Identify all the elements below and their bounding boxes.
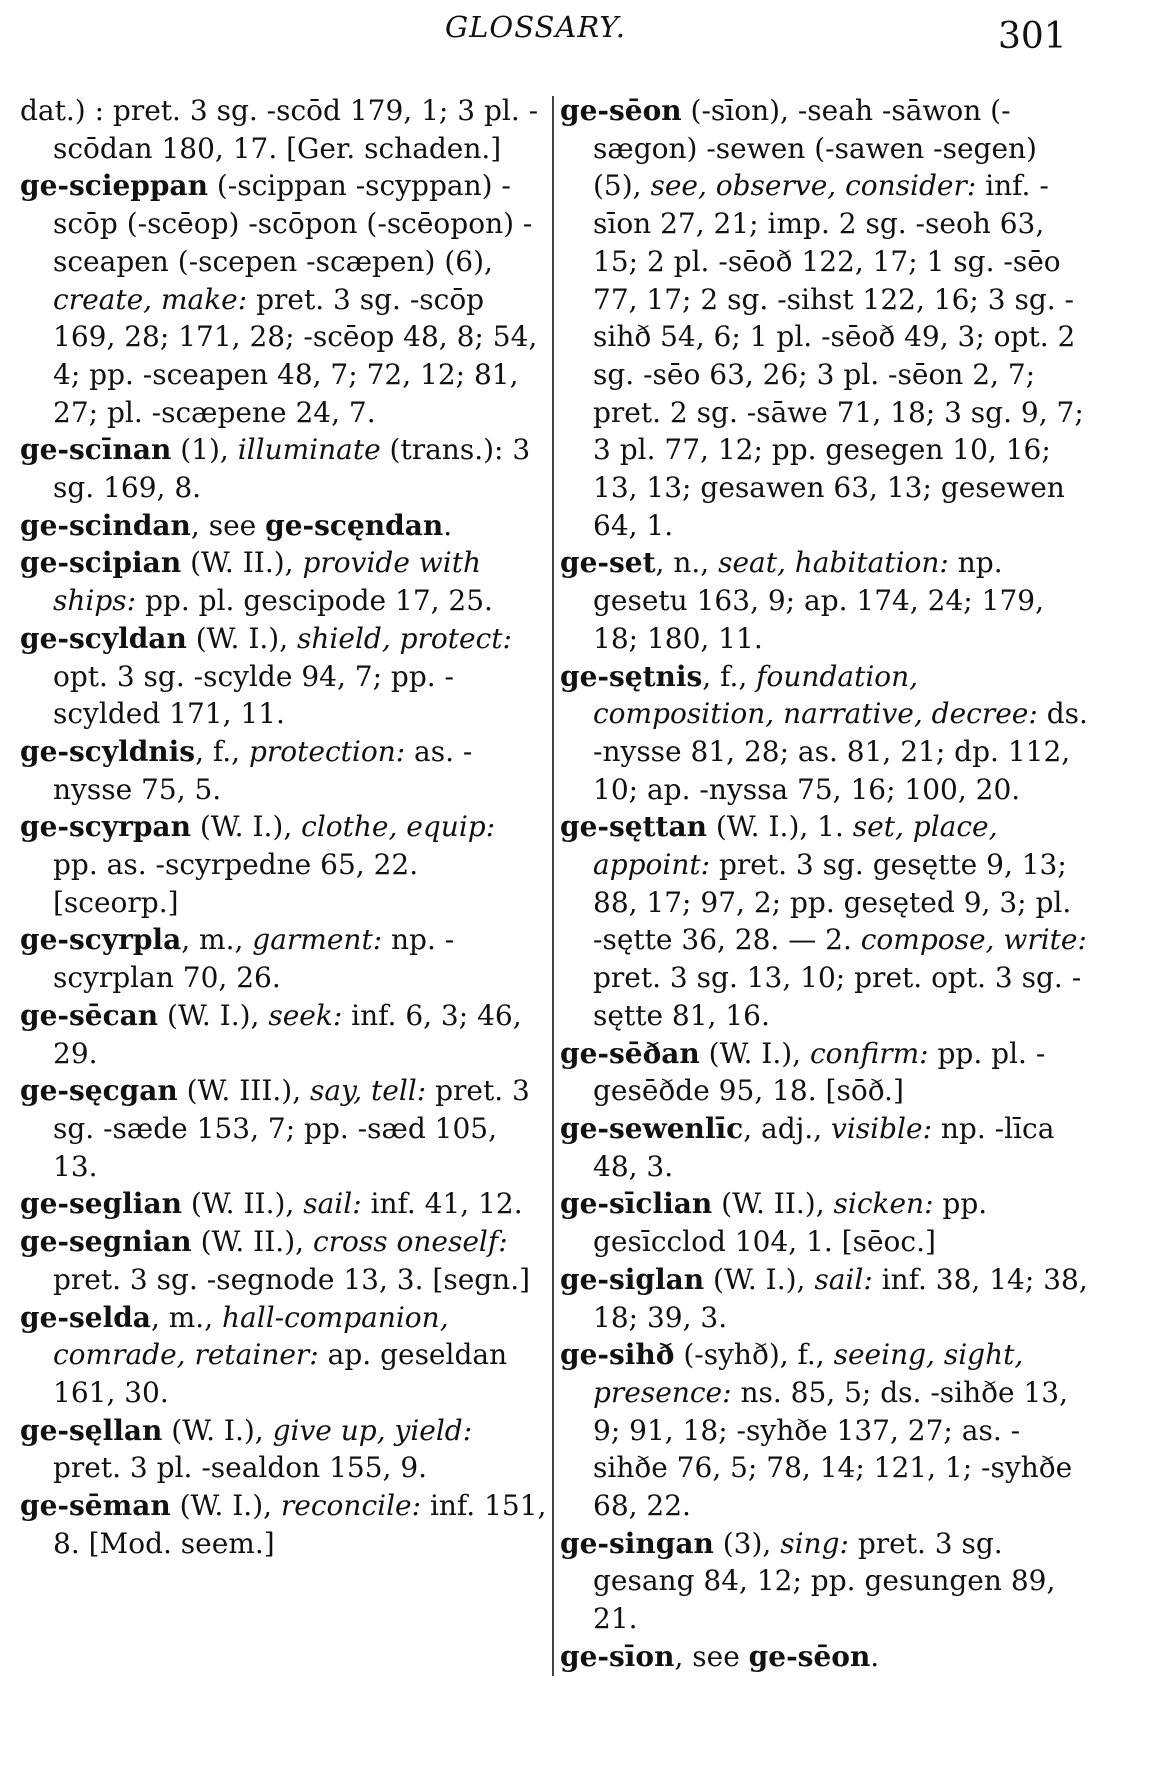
glossary-entry bbox=[20, 808, 548, 921]
entry-text: opt. 3 sg. -scylde 94, 7; pp. -scylded 171, 11. bbox=[53, 659, 455, 731]
entry-text: , m., bbox=[150, 1300, 223, 1334]
definition: give up, yield: bbox=[272, 1413, 473, 1447]
headword: ge-sēon bbox=[560, 94, 682, 127]
running-title: GLOSSARY. bbox=[445, 10, 626, 44]
headword: ge-seglian bbox=[20, 1187, 182, 1221]
glossary-entry bbox=[20, 1223, 548, 1298]
definition: seeing, sight, presence: bbox=[593, 1338, 1024, 1409]
definition: provide with ships: bbox=[53, 546, 481, 618]
cross-reference: ge-scęndan bbox=[265, 508, 444, 542]
glossary-entry bbox=[560, 1525, 1088, 1638]
definition: foundation, composition, narrative, decree: bbox=[593, 659, 1038, 731]
headword: ge-sēcan bbox=[20, 998, 159, 1032]
entry-text: , see bbox=[674, 1639, 749, 1673]
headword: ge-scieppan bbox=[20, 169, 208, 203]
entry-text: ap. geseldan 161, 30. bbox=[53, 1338, 508, 1409]
entry-text: ns. 85, 5; ds. -sihðe 13, 9; 91, 18; -syhðe 137, 27; as. -sihðe 76, 5; 78, 14; 121, 1; -syhðe 68, 22. bbox=[593, 1375, 1073, 1523]
entry-text: (W. II.), bbox=[181, 1187, 304, 1221]
headword: ge-set bbox=[560, 546, 656, 580]
headword: ge-scyrpla bbox=[20, 923, 182, 957]
glossary-entry bbox=[20, 620, 548, 733]
entry-text: (W. I.), bbox=[190, 810, 302, 844]
left-column bbox=[20, 92, 548, 1562]
headword: ge-scindan bbox=[20, 508, 191, 542]
entry-text: , see bbox=[190, 508, 266, 542]
glossary-entry bbox=[560, 1110, 1088, 1185]
headword: ge-sīclian bbox=[560, 1187, 713, 1221]
entry-text: np. -scyrplan 70, 26. bbox=[53, 923, 455, 995]
column-divider bbox=[552, 96, 554, 1676]
glossary-entry bbox=[560, 1638, 1088, 1676]
headword: ge-scipian bbox=[20, 546, 182, 580]
glossary-entry bbox=[560, 544, 1088, 657]
definition: cross oneself: bbox=[312, 1225, 508, 1259]
entry-text: ds. -nysse 81, 28; as. 81, 21; dp. 112, 10; ap. -nyssa 75, 16; 100, 20. bbox=[593, 697, 1088, 806]
entry-text: (W. I.), bbox=[186, 621, 298, 655]
definition: hall-companion, comrade, retainer: bbox=[53, 1300, 449, 1372]
definition: sicken: bbox=[833, 1187, 934, 1221]
entry-text: as. -nysse 75, 5. bbox=[53, 734, 473, 806]
entry-text: inf. 41, 12. bbox=[361, 1187, 523, 1221]
entry-text: inf. -sīon 27, 21; imp. 2 sg. -seoh 63, 15; 2 pl. -sēoð 122, 17; 1 sg. -sēo 77, 17; 2 sg. -sihst 122, 16; 3 sg. -sihð 54, 6; 1 pl. -sēoð 49, 3; opt. 2 sg. -sēo 63, 26; 3 pl. -sēon 2, 7; pret. 2 sg. -sāwe 71, 18; 3 sg. 9, 7; 3 pl. 77, 12; pp. gesegen 10, 16; 13, 13; gesawen 63, 13; gesewen 64, 1. bbox=[593, 169, 1084, 542]
headword: ge-sihð bbox=[560, 1338, 675, 1372]
entry-text: pret. 3 sg. -scōp 169, 28; 171, 28; -scēop 48, 8; 54, 4; pp. -sceapen 48, 7; 72, 12; 81, 27; pl. -scæpene 24, 7. bbox=[53, 282, 538, 429]
entry-text: (W. II.), bbox=[191, 1225, 313, 1259]
entry-text: dat.) : pret. 3 sg. -scōd 179, 1; 3 pl. -scōdan 180, 17. [Ger. schaden.] bbox=[20, 94, 539, 165]
entry-text: np. -līca 48, 3. bbox=[593, 1111, 1055, 1183]
entry-text: . bbox=[443, 508, 453, 542]
headword: ge-sewenlīc bbox=[560, 1111, 744, 1145]
definition: set, place, appoint: bbox=[593, 810, 998, 882]
glossary-entry bbox=[20, 997, 548, 1072]
glossary-entry bbox=[560, 92, 1088, 544]
entry-text: pret. 3 pl. -sealdon 155, 9. bbox=[53, 1451, 428, 1485]
glossary-entry bbox=[20, 1072, 548, 1185]
headword: ge-sętnis bbox=[560, 659, 703, 693]
glossary-entry bbox=[20, 431, 548, 506]
headword: ge-sęcgan bbox=[20, 1074, 178, 1108]
entry-text: (W. II.), bbox=[712, 1187, 834, 1221]
headword: ge-siglan bbox=[560, 1262, 705, 1296]
headword: ge-scyldan bbox=[20, 621, 187, 655]
entry-text: (1), bbox=[171, 433, 238, 467]
glossary-entry bbox=[20, 1412, 548, 1487]
glossary-entry bbox=[20, 544, 548, 619]
entry-text: pp. as. -scyrpedne 65, 22. [sceorp.] bbox=[53, 848, 419, 919]
headword: ge-sīon bbox=[560, 1639, 675, 1673]
definition: seat, habitation: bbox=[718, 546, 949, 580]
definition: seek: bbox=[268, 998, 343, 1032]
glossary-entry bbox=[20, 507, 548, 545]
glossary-entry bbox=[20, 1185, 548, 1223]
glossary-entry bbox=[560, 1261, 1088, 1336]
entry-text: inf. 6, 3; 46, 29. bbox=[53, 998, 522, 1070]
glossary-entry bbox=[20, 1299, 548, 1412]
headword: ge-segnian bbox=[20, 1225, 192, 1259]
entry-text: , n., bbox=[655, 546, 719, 580]
entry-text: (-sīon), -seah -sāwon (-sægon) -sewen (-sawen -segen) (5), bbox=[593, 94, 1037, 203]
entry-text: inf. 38, 14; 38, 18; 39, 3. bbox=[593, 1262, 1088, 1334]
entry-text: pret. 3 sg. gesang 84, 12; pp. gesungen 89, 21. bbox=[593, 1526, 1056, 1636]
glossary-entry bbox=[20, 733, 548, 808]
entry-text: , adj., bbox=[743, 1111, 832, 1145]
glossary-entry bbox=[560, 1035, 1088, 1110]
entry-text: , f., bbox=[195, 734, 249, 768]
headword: ge-sēðan bbox=[560, 1036, 700, 1070]
cross-reference: ge-sēon bbox=[748, 1639, 871, 1673]
definition: sail: bbox=[303, 1187, 362, 1221]
entry-text: pret. 3 sg. -segnode 13, 3. [segn.] bbox=[53, 1262, 531, 1296]
definition: reconcile: bbox=[280, 1489, 422, 1523]
entry-text: (W. I.), bbox=[158, 998, 269, 1032]
definition: garment: bbox=[252, 923, 383, 957]
definition: visible: bbox=[831, 1111, 932, 1145]
entry-text: pret. 3 sg. gesętte 9, 13; 88, 17; 97, 2; pp. gesęted 9, 3; pl. -sętte 36, 28. — 2. bbox=[593, 848, 1072, 957]
definition: protection: bbox=[248, 734, 406, 768]
glossary-entry bbox=[20, 1487, 548, 1562]
headword: ge-scīnan bbox=[20, 433, 172, 467]
entry-text: (W. II.), bbox=[181, 546, 303, 580]
entry-text: (3), bbox=[713, 1526, 781, 1560]
entry-text: pp. gesīcclod 104, 1. [sēoc.] bbox=[593, 1187, 988, 1259]
entry-text: pp. pl. -gesēðde 95, 18. [sōð.] bbox=[593, 1036, 1046, 1108]
definition: create, make: bbox=[53, 282, 248, 316]
entry-text: pret. 3 sg. 13, 10; pret. opt. 3 sg. -sętte 81, 16. bbox=[593, 961, 1082, 1032]
headword: ge-scyrpan bbox=[20, 810, 191, 844]
entry-text: (trans.): 3 sg. 169, 8. bbox=[53, 433, 531, 505]
glossary-entry bbox=[560, 808, 1088, 1034]
entry-text: (W. I.), bbox=[699, 1036, 810, 1070]
glossary-entry bbox=[560, 1185, 1088, 1260]
definition: shield, protect: bbox=[297, 621, 512, 655]
entry-text: . bbox=[870, 1639, 880, 1673]
definition: say, tell: bbox=[310, 1074, 427, 1108]
entry-text: inf. 151, 8. [Mod. seem.] bbox=[53, 1489, 547, 1560]
right-column bbox=[560, 92, 1088, 1676]
entry-text: pp. pl. gescipode 17, 25. bbox=[136, 584, 493, 618]
entry-text: (W. I.), bbox=[170, 1489, 281, 1523]
glossary-entry bbox=[560, 658, 1088, 809]
entry-text: (W. I.), bbox=[704, 1262, 815, 1296]
definition: sail: bbox=[814, 1262, 873, 1296]
definition: sing: bbox=[780, 1526, 849, 1560]
entry-text: (-scippan -scyppan) -scōp (-scēop) -scōpon (-scēopon) -sceapen (-scepen -scæpen) (6), bbox=[53, 169, 533, 278]
entry-text: pret. 3 sg. -sæde 153, 7; pp. -sæd 105, 13. bbox=[53, 1074, 530, 1183]
entry-text: (-syhð), f., bbox=[674, 1338, 834, 1372]
entry-text: (W. I.), bbox=[162, 1413, 273, 1447]
entry-text: , m., bbox=[181, 923, 253, 957]
headword: ge-singan bbox=[560, 1526, 714, 1560]
glossary-entry bbox=[20, 167, 548, 431]
headword: ge-sęllan bbox=[20, 1413, 163, 1447]
glossary-entry bbox=[20, 921, 548, 996]
definition: clothe, equip: bbox=[301, 810, 496, 844]
headword: ge-scyldnis bbox=[20, 734, 196, 768]
entry-text: , f., bbox=[702, 659, 757, 693]
entry-text: np. gesetu 163, 9; ap. 174, 24; 179, 18; 180, 11. bbox=[593, 546, 1044, 655]
running-head bbox=[0, 10, 1158, 57]
entry-text: (W. I.), 1. bbox=[706, 810, 853, 844]
entry-text: (W. III.), bbox=[177, 1074, 311, 1108]
definition: illuminate bbox=[237, 433, 381, 467]
glossary-entry bbox=[560, 1336, 1088, 1525]
definition: compose, write: bbox=[860, 923, 1087, 957]
headword: ge-sēman bbox=[20, 1489, 171, 1523]
page-number: 301 bbox=[998, 16, 1067, 57]
glossary-entry bbox=[20, 92, 548, 167]
headword: ge-selda bbox=[20, 1300, 151, 1334]
definition: see, observe, consider: bbox=[650, 169, 977, 203]
definition: confirm: bbox=[809, 1036, 929, 1070]
headword: ge-sęttan bbox=[560, 810, 707, 844]
